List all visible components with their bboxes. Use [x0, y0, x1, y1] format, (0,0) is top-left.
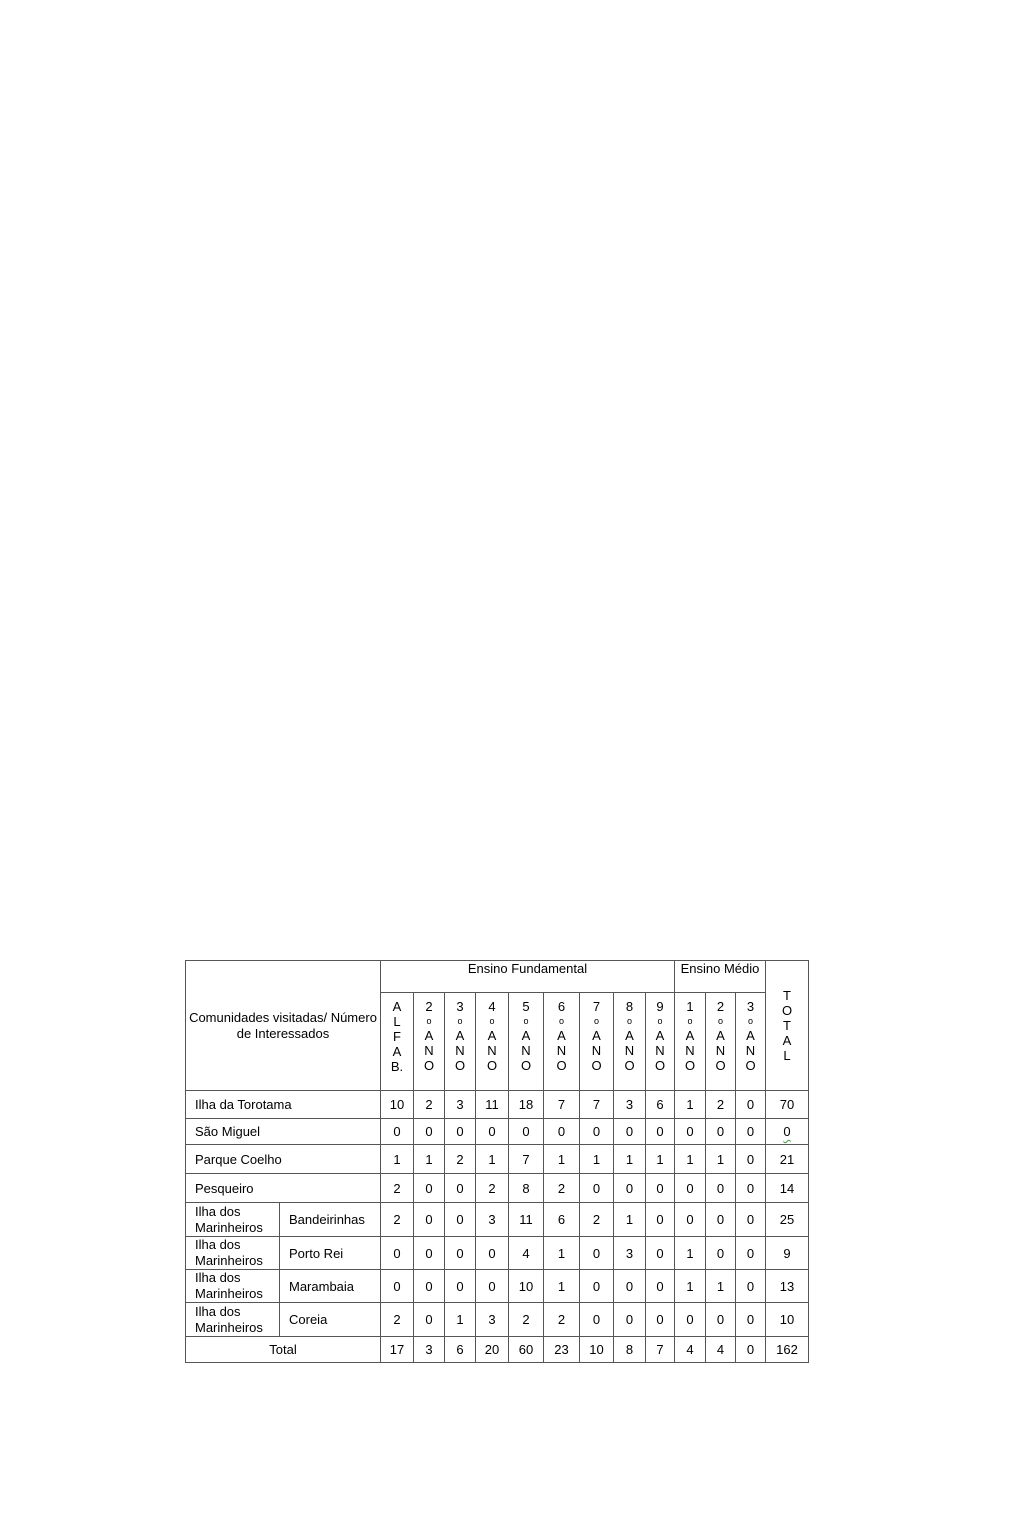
row-total-cell — [766, 1091, 809, 1119]
value-cell — [414, 1119, 445, 1145]
cell-value: 0 — [686, 1312, 694, 1327]
value-cell — [414, 1145, 445, 1174]
ensino-fundamental-header: Ensino Fundamental — [381, 961, 675, 993]
value-cell — [614, 1237, 646, 1270]
cell-value: 1 — [716, 1278, 725, 1294]
value-cell — [580, 1237, 614, 1270]
cell-value: 3 — [488, 1312, 496, 1327]
fund-year-header: 8 o A N O — [614, 993, 646, 1091]
total-cell: 7 — [646, 1337, 675, 1363]
value-cell — [646, 1174, 675, 1203]
table-row — [186, 1174, 809, 1203]
value-cell — [509, 1119, 544, 1145]
value-cell — [445, 1145, 476, 1174]
value-cell — [544, 1303, 580, 1337]
cell-value: 1 — [716, 1151, 725, 1167]
total-cell: 8 — [614, 1337, 646, 1363]
value-cell — [675, 1174, 706, 1203]
cell-value: 1 — [686, 1151, 694, 1167]
medio-year-header: 1 o A N O — [675, 993, 706, 1091]
value-cell — [646, 1119, 675, 1145]
row-total-cell — [766, 1145, 809, 1174]
cell-value: 25 — [779, 1212, 795, 1227]
community-name: Ilha dos Marinheiros — [186, 1203, 280, 1237]
cell-value: 0 — [746, 1097, 755, 1112]
value-cell — [580, 1270, 614, 1303]
cell-value: 3 — [625, 1245, 634, 1261]
cell-value: 0 — [686, 1180, 694, 1196]
value-cell — [706, 1091, 736, 1119]
value-cell — [509, 1270, 544, 1303]
cell-value: 1 — [592, 1151, 601, 1167]
value-cell — [445, 1203, 476, 1237]
value-cell — [414, 1091, 445, 1119]
cell-value: 0 — [716, 1212, 725, 1227]
cell-value: 21 — [779, 1151, 795, 1167]
cell-value: 3 — [488, 1212, 496, 1227]
grand-total-cell: 162 — [766, 1337, 809, 1363]
value-cell — [736, 1091, 766, 1119]
total-row-label: Total — [186, 1337, 381, 1363]
total-cell: 3 — [414, 1337, 445, 1363]
interest-table — [185, 960, 809, 1363]
value-cell — [736, 1237, 766, 1270]
value-cell — [580, 1203, 614, 1237]
value-cell — [381, 1237, 414, 1270]
community-name: Pesqueiro — [186, 1174, 381, 1203]
medio-year-header: 2 o A N O — [706, 993, 736, 1091]
value-cell — [544, 1270, 580, 1303]
cell-value: 1 — [557, 1278, 566, 1294]
value-cell — [614, 1091, 646, 1119]
community-locality: Porto Rei — [280, 1237, 381, 1270]
cell-value: 0 — [456, 1180, 464, 1196]
value-cell — [614, 1174, 646, 1203]
value-cell — [445, 1237, 476, 1270]
cell-value: 0 — [592, 1180, 601, 1196]
cell-value: 1 — [557, 1245, 566, 1261]
ensino-medio-header: Ensino Médio — [675, 961, 766, 993]
cell-value: 0 — [656, 1124, 664, 1139]
fund-year-header: 3 o A N O — [445, 993, 476, 1091]
value-cell — [445, 1174, 476, 1203]
community-name: Parque Coelho — [186, 1145, 381, 1174]
value-cell — [646, 1237, 675, 1270]
value-cell — [580, 1119, 614, 1145]
cell-value: 0 — [625, 1124, 634, 1139]
cell-value: 0 — [783, 1124, 791, 1139]
value-cell — [381, 1119, 414, 1145]
value-cell — [580, 1303, 614, 1337]
value-cell — [509, 1091, 544, 1119]
header-row-groups — [186, 961, 809, 993]
row-total-cell — [766, 1174, 809, 1203]
value-cell — [706, 1303, 736, 1337]
value-cell — [381, 1091, 414, 1119]
value-cell — [706, 1145, 736, 1174]
value-cell — [381, 1303, 414, 1337]
community-name: Ilha dos Marinheiros — [186, 1270, 280, 1303]
value-cell — [614, 1145, 646, 1174]
fund-year-header: 6 o A N O — [544, 993, 580, 1091]
value-cell — [509, 1145, 544, 1174]
row-total-cell — [766, 1270, 809, 1303]
cell-value: 0 — [656, 1245, 664, 1261]
community-locality: Coreia — [280, 1303, 381, 1337]
row-total-cell — [766, 1119, 809, 1145]
value-cell — [736, 1119, 766, 1145]
table-body — [186, 1091, 809, 1337]
cell-value: 0 — [656, 1312, 664, 1327]
value-cell — [675, 1091, 706, 1119]
cell-value: 0 — [488, 1245, 496, 1261]
value-cell — [706, 1203, 736, 1237]
cell-value: 10 — [518, 1278, 534, 1294]
value-cell — [706, 1119, 736, 1145]
cell-value: 0 — [716, 1180, 725, 1196]
value-cell — [476, 1119, 509, 1145]
cell-value: 0 — [425, 1212, 433, 1227]
alfab-column-header: A L F A B. — [381, 993, 414, 1091]
value-cell — [476, 1145, 509, 1174]
cell-value: 1 — [488, 1151, 496, 1167]
value-cell — [476, 1203, 509, 1237]
value-cell — [646, 1270, 675, 1303]
fund-year-header: 5 o A N O — [509, 993, 544, 1091]
cell-value: 0 — [592, 1124, 601, 1139]
corner-header: Comunidades visitadas/ Número de Interessados — [186, 961, 381, 1091]
row-total-cell — [766, 1303, 809, 1337]
cell-value: 11 — [519, 1212, 533, 1227]
table-row — [186, 1203, 809, 1237]
value-cell — [580, 1091, 614, 1119]
value-cell — [580, 1145, 614, 1174]
value-cell — [544, 1145, 580, 1174]
cell-value: 2 — [557, 1180, 566, 1196]
cell-value: 0 — [746, 1124, 755, 1139]
value-cell — [381, 1203, 414, 1237]
cell-value: 2 — [592, 1212, 601, 1227]
value-cell — [646, 1203, 675, 1237]
cell-value: 0 — [686, 1212, 694, 1227]
value-cell — [675, 1119, 706, 1145]
community-name: Ilha dos Marinheiros — [186, 1237, 280, 1270]
cell-value: 3 — [625, 1097, 634, 1112]
table-row — [186, 1303, 809, 1337]
table-row — [186, 1237, 809, 1270]
cell-value: 0 — [686, 1124, 694, 1139]
table-row — [186, 1145, 809, 1174]
cell-value: 7 — [522, 1151, 530, 1167]
value-cell — [414, 1174, 445, 1203]
cell-value: 0 — [456, 1124, 464, 1139]
value-cell — [509, 1237, 544, 1270]
cell-value: 1 — [393, 1151, 401, 1167]
value-cell — [646, 1091, 675, 1119]
value-cell — [381, 1174, 414, 1203]
value-cell — [646, 1145, 675, 1174]
table-row — [186, 1270, 809, 1303]
total-cell: 20 — [476, 1337, 509, 1363]
cell-value: 0 — [716, 1124, 725, 1139]
cell-value: 0 — [393, 1278, 401, 1294]
cell-value: 2 — [488, 1180, 496, 1196]
value-cell — [736, 1203, 766, 1237]
community-locality: Marambaia — [280, 1270, 381, 1303]
total-cell: 4 — [675, 1337, 706, 1363]
cell-value: 0 — [522, 1124, 530, 1139]
value-cell — [736, 1270, 766, 1303]
row-total-cell — [766, 1203, 809, 1237]
value-cell — [509, 1174, 544, 1203]
value-cell — [445, 1303, 476, 1337]
community-name: Ilha dos Marinheiros — [186, 1303, 280, 1337]
value-cell — [614, 1270, 646, 1303]
cell-value: 1 — [625, 1151, 634, 1167]
cell-value: 8 — [522, 1180, 530, 1196]
community-name: São Miguel — [186, 1119, 381, 1145]
cell-value: 2 — [393, 1180, 401, 1196]
cell-value: 0 — [488, 1124, 496, 1139]
cell-value: 70 — [779, 1097, 795, 1112]
cell-value: 0 — [716, 1312, 725, 1327]
total-cell: 6 — [445, 1337, 476, 1363]
cell-value: 0 — [746, 1180, 755, 1196]
cell-value: 6 — [656, 1097, 664, 1112]
cell-value: 1 — [425, 1151, 433, 1167]
value-cell — [414, 1203, 445, 1237]
cell-value: 0 — [456, 1245, 464, 1261]
cell-value: 11 — [485, 1097, 499, 1112]
table-row — [186, 1091, 809, 1119]
cell-value: 0 — [425, 1245, 433, 1261]
cell-value: 18 — [518, 1097, 534, 1112]
value-cell — [445, 1091, 476, 1119]
value-cell — [381, 1145, 414, 1174]
value-cell — [476, 1270, 509, 1303]
cell-value: 9 — [783, 1245, 791, 1261]
cell-value: 2 — [522, 1312, 530, 1327]
fund-year-header: 4 o A N O — [476, 993, 509, 1091]
cell-value: 2 — [456, 1151, 464, 1167]
total-column-header: T O T A L — [766, 961, 809, 1091]
cell-value: 0 — [716, 1245, 725, 1261]
value-cell — [614, 1119, 646, 1145]
total-cell: 10 — [580, 1337, 614, 1363]
value-cell — [706, 1174, 736, 1203]
value-cell — [544, 1237, 580, 1270]
value-cell — [544, 1119, 580, 1145]
cell-value: 0 — [592, 1312, 601, 1327]
value-cell — [414, 1270, 445, 1303]
value-cell — [476, 1091, 509, 1119]
cell-value: 2 — [425, 1097, 433, 1112]
value-cell — [445, 1119, 476, 1145]
cell-value: 10 — [779, 1312, 795, 1327]
total-cell: 60 — [509, 1337, 544, 1363]
value-cell — [675, 1237, 706, 1270]
value-cell — [509, 1303, 544, 1337]
value-cell — [706, 1237, 736, 1270]
cell-value: 1 — [625, 1212, 634, 1227]
cell-value: 0 — [592, 1278, 601, 1294]
cell-value: 2 — [557, 1312, 566, 1327]
total-row — [186, 1337, 809, 1363]
value-cell — [736, 1303, 766, 1337]
value-cell — [544, 1091, 580, 1119]
row-total-cell — [766, 1237, 809, 1270]
cell-value: 6 — [557, 1212, 566, 1227]
cell-value: 1 — [686, 1245, 694, 1261]
total-cell: 23 — [544, 1337, 580, 1363]
value-cell — [736, 1174, 766, 1203]
cell-value: 0 — [746, 1245, 755, 1261]
value-cell — [675, 1203, 706, 1237]
cell-value: 13 — [779, 1278, 795, 1294]
value-cell — [476, 1174, 509, 1203]
value-cell — [614, 1203, 646, 1237]
value-cell — [544, 1203, 580, 1237]
cell-value: 7 — [557, 1097, 566, 1112]
cell-value: 0 — [592, 1245, 601, 1261]
value-cell — [509, 1203, 544, 1237]
cell-value: 10 — [389, 1097, 405, 1112]
value-cell — [580, 1174, 614, 1203]
total-cell: 4 — [706, 1337, 736, 1363]
cell-value: 1 — [686, 1278, 694, 1294]
cell-value: 0 — [656, 1278, 664, 1294]
cell-value: 0 — [746, 1151, 755, 1167]
medio-year-header: 3 o A N O — [736, 993, 766, 1091]
cell-value: 0 — [656, 1180, 664, 1196]
value-cell — [476, 1303, 509, 1337]
cell-value: 2 — [716, 1097, 725, 1112]
cell-value: 7 — [592, 1097, 601, 1112]
cell-value: 1 — [557, 1151, 566, 1167]
table-row — [186, 1119, 809, 1145]
value-cell — [646, 1303, 675, 1337]
cell-value: 0 — [746, 1312, 755, 1327]
total-cell: 0 — [736, 1337, 766, 1363]
value-cell — [614, 1303, 646, 1337]
value-cell — [414, 1303, 445, 1337]
total-cell: 17 — [381, 1337, 414, 1363]
cell-value: 0 — [557, 1124, 566, 1139]
cell-value: 0 — [425, 1124, 433, 1139]
community-name: Ilha da Torotama — [186, 1091, 381, 1119]
cell-value: 0 — [456, 1278, 464, 1294]
fund-year-header: 2 o A N O — [414, 993, 445, 1091]
value-cell — [544, 1174, 580, 1203]
cell-value: 0 — [456, 1212, 464, 1227]
value-cell — [675, 1145, 706, 1174]
cell-value: 4 — [522, 1245, 530, 1261]
cell-value: 0 — [746, 1278, 755, 1294]
cell-value: 0 — [656, 1212, 664, 1227]
cell-value: 1 — [686, 1097, 694, 1112]
fund-year-header: 7 o A N O — [580, 993, 614, 1091]
community-locality: Bandeirinhas — [280, 1203, 381, 1237]
cell-value: 3 — [456, 1097, 464, 1112]
cell-value: 0 — [625, 1180, 634, 1196]
cell-value: 0 — [425, 1312, 433, 1327]
value-cell — [736, 1145, 766, 1174]
cell-value: 1 — [656, 1151, 664, 1167]
value-cell — [675, 1270, 706, 1303]
value-cell — [675, 1303, 706, 1337]
value-cell — [476, 1237, 509, 1270]
cell-value: 1 — [456, 1312, 464, 1327]
cell-value: 2 — [393, 1312, 401, 1327]
value-cell — [414, 1237, 445, 1270]
cell-value: 0 — [425, 1278, 433, 1294]
cell-value: 0 — [393, 1245, 401, 1261]
value-cell — [381, 1270, 414, 1303]
cell-value: 0 — [425, 1180, 433, 1196]
cell-value: 0 — [488, 1278, 496, 1294]
cell-value: 2 — [393, 1212, 401, 1227]
value-cell — [445, 1270, 476, 1303]
cell-value: 14 — [779, 1180, 795, 1196]
cell-value: 0 — [393, 1124, 401, 1139]
cell-value: 0 — [625, 1312, 634, 1327]
value-cell — [706, 1270, 736, 1303]
fund-year-header: 9 o A N O — [646, 993, 675, 1091]
cell-value: 0 — [625, 1278, 634, 1294]
cell-value: 0 — [746, 1212, 755, 1227]
